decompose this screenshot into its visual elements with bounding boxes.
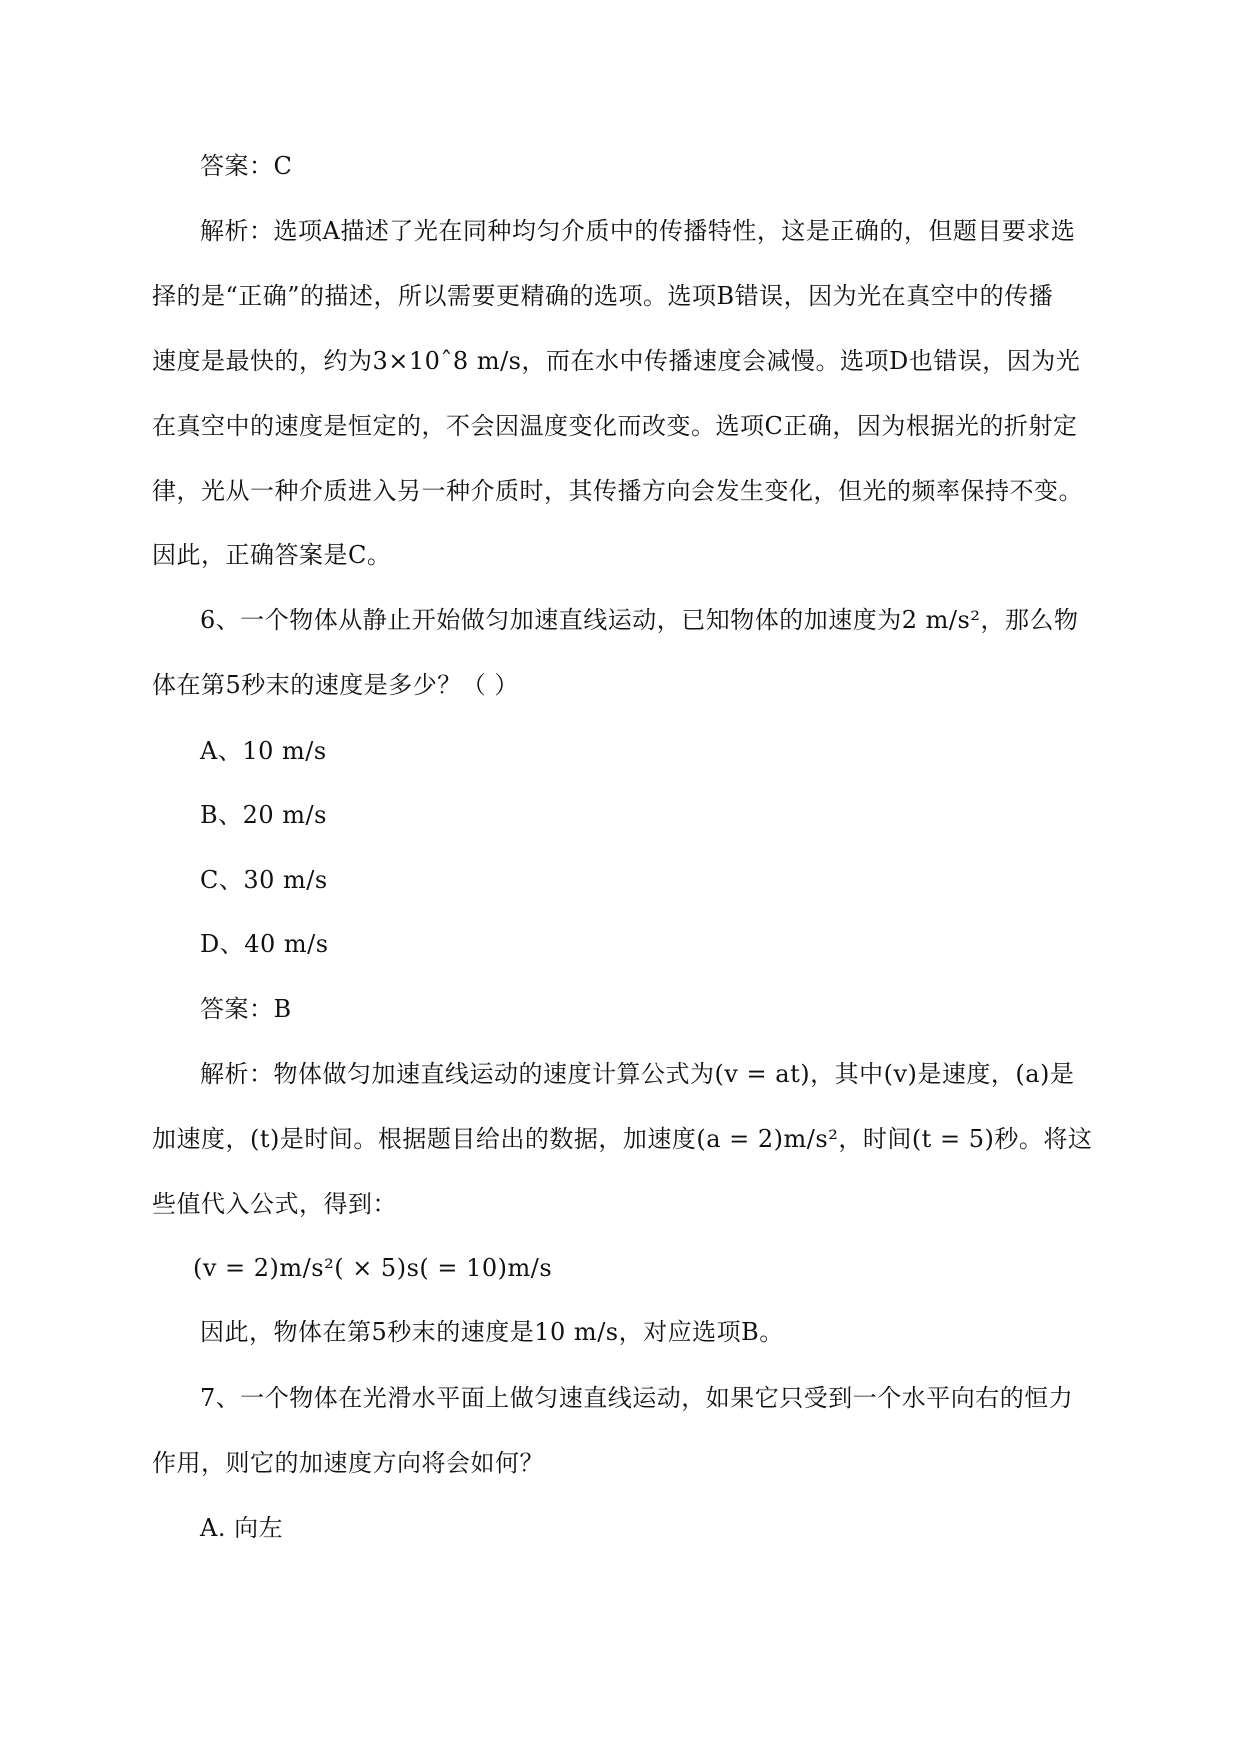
explanation-line: 在真空中的速度是恒定的，不会因温度变化而改变。选项C正确，因为根据光的折射定 — [152, 412, 1078, 440]
explanation-line: 加速度，(t)是时间。根据题目给出的数据，加速度(a = 2)m/s²，时间(t = 5)秒。将这 — [152, 1125, 1093, 1153]
question-7-line: 作用，则它的加速度方向将会如何？ — [152, 1449, 544, 1477]
option-a: A、10 m/s — [200, 737, 327, 765]
formula-line: (v = 2)m/s²( × 5)s( = 10)m/s — [193, 1254, 553, 1282]
option-b: B、20 m/s — [200, 801, 327, 829]
explanation-line: 解析：选项A描述了光在同种均匀介质中的传播特性，这是正确的，但题目要求选 — [200, 217, 1076, 245]
question-7-line: 7、一个物体在光滑水平面上做匀速直线运动，如果它只受到一个水平向右的恒力 — [200, 1384, 1074, 1412]
explanation-line: 律，光从一种介质进入另一种介质时，其传播方向会发生变化，但光的频率保持不变。 — [152, 477, 1083, 505]
option-c: C、30 m/s — [200, 866, 328, 894]
answer-line: 答案：C — [200, 152, 293, 180]
answer-line: 答案：B — [200, 995, 292, 1023]
question-6-line: 6、一个物体从静止开始做匀加速直线运动，已知物体的加速度为2 m/s²，那么物 — [200, 606, 1079, 634]
option-d: D、40 m/s — [200, 930, 329, 958]
conclusion-line: 因此，物体在第5秒末的速度是10 m/s，对应选项B。 — [200, 1318, 784, 1346]
explanation-line: 速度是最快的，约为3×10ˆ8 m/s，而在水中传播速度会减慢。选项D也错误，因为光 — [152, 347, 1081, 375]
option-a: A. 向左 — [200, 1514, 284, 1542]
explanation-line: 些值代入公式，得到： — [152, 1190, 397, 1218]
explanation-line: 择的是“正确”的描述，所以需要更精确的选项。选项B错误，因为光在真空中的传播 — [152, 282, 1054, 310]
explanation-line: 因此，正确答案是C。 — [152, 541, 392, 569]
question-6-line: 体在第5秒末的速度是多少？（ ） — [152, 671, 519, 699]
explanation-line: 解析：物体做匀加速直线运动的速度计算公式为(v = at)，其中(v)是速度，(a)是 — [200, 1060, 1075, 1088]
